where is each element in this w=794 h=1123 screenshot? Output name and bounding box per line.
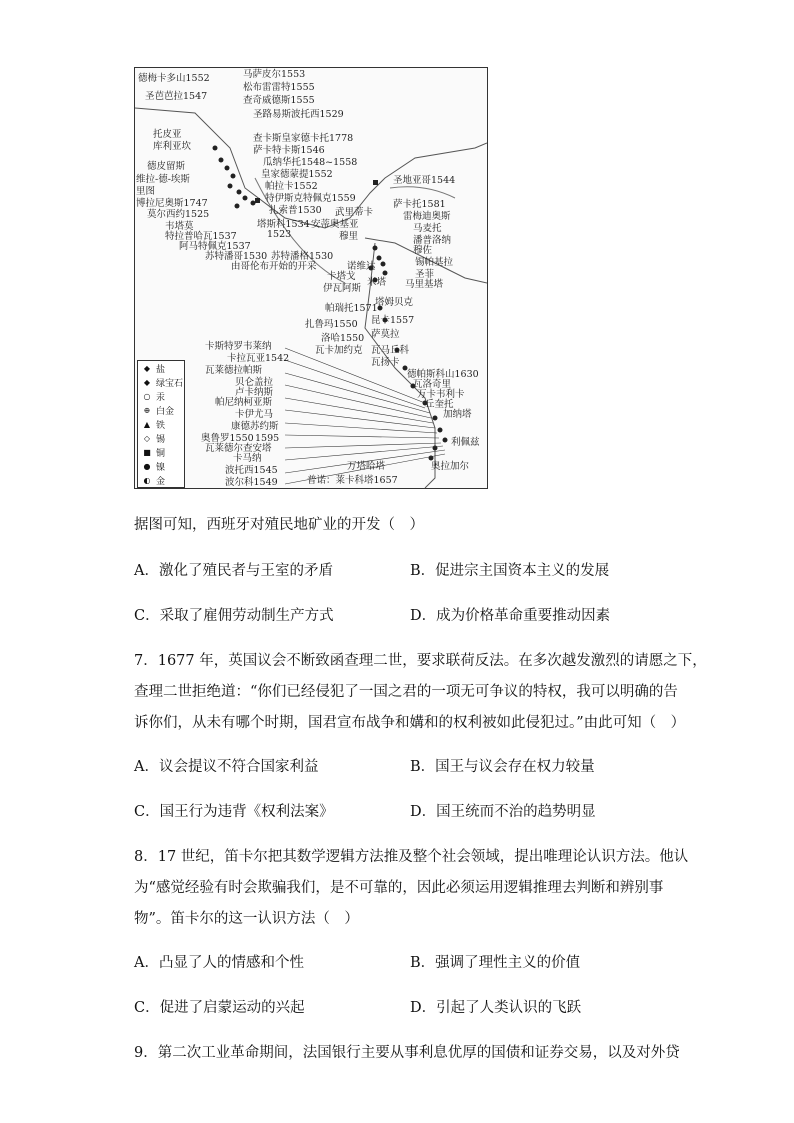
map-label: 利佩兹 — [451, 437, 480, 448]
map-label: 帕拉卡1552 — [265, 181, 318, 192]
map-label: 圣地亚哥1544 — [393, 175, 456, 186]
map-label: 昆卡1557 — [371, 315, 415, 326]
map-label: 松布雷雷特1555 — [243, 82, 315, 93]
map-label: 波托西1545 — [225, 465, 278, 476]
map-label: 由哥伦布开始的开采 — [231, 261, 317, 272]
map-label: 丘奎托 — [425, 399, 454, 410]
map-label: 潘普洛纳 — [413, 235, 452, 246]
legend-item: ◐ 金 — [143, 475, 166, 487]
legend-item: ▲ 铁 — [143, 419, 166, 431]
map-label: 萨莫拉 — [371, 329, 400, 340]
map-label: 德梅卡多山1552 — [138, 73, 210, 84]
map-label: 圣菲 — [415, 269, 435, 280]
map-label: 卢卡纳斯 — [235, 387, 274, 398]
map-label: 帕尼纳柯亚斯 — [215, 397, 273, 408]
map-label: 韦塔莫 — [165, 221, 194, 232]
map-label: 扎索普1530 — [269, 205, 322, 216]
map-label: 圣路易斯波托西1529 — [253, 109, 344, 120]
q9-line: 9．第二次工业革命期间，法国银行主要从事利息优厚的国债和证券交易，以及对外贷 — [134, 1045, 680, 1061]
map-label: 维拉-德-埃斯 — [136, 174, 190, 185]
map-legend — [137, 360, 185, 488]
map-label: 瓦卡加约克 — [315, 345, 363, 356]
q7-option-a[interactable]: A．议会提议不符合国家利益 — [134, 759, 319, 775]
map-label: 特拉普哈瓦1537 — [165, 231, 237, 242]
map-label: 瓦扬卡 — [371, 357, 400, 368]
map-coastline — [135, 68, 487, 488]
map-label: 万卡韦利卡 — [417, 389, 465, 400]
q8-option-b[interactable]: B．强调了理性主义的价值 — [410, 955, 581, 971]
map-label: 马麦托 — [413, 223, 442, 234]
q7-option-d[interactable]: D．国王统而不治的趋势明显 — [410, 804, 596, 820]
map-label: 德皮留斯 — [147, 161, 186, 172]
map-label: 萨卡托1581 — [393, 199, 446, 210]
q6-option-c[interactable]: C．采取了雇佣劳动制生产方式 — [134, 608, 334, 624]
legend-item: ■ 铜 — [143, 447, 166, 459]
mining-map — [134, 67, 488, 489]
map-label: 伊瓦阿斯 — [323, 283, 362, 294]
map-label: 卡伊尤马 — [235, 409, 274, 420]
map-label: 塔斯科1534 — [257, 219, 310, 230]
q8-option-d[interactable]: D．引起了人类认识的飞跃 — [410, 1000, 582, 1016]
legend-item: ○ 汞 — [143, 391, 166, 403]
map-label: 马里基塔 — [405, 279, 444, 290]
q7-option-b[interactable]: B．国王与议会存在权力较量 — [410, 759, 595, 775]
map-label: 瓦莱德尔查安塔 — [205, 443, 272, 454]
legend-item: ◆ 绿宝石 — [143, 377, 184, 389]
map-label: 圣芭芭拉1547 — [145, 91, 208, 102]
map-label: 诺维达 — [347, 261, 376, 272]
map-label: 瓦洛奇里 — [413, 379, 452, 390]
q7-line: 诉你们，从未有哪个时期，国君宣布战争和媾和的权利被如此侵犯过。”由此可知（ ） — [134, 715, 686, 731]
map-label: 博拉尼奥斯1747 — [136, 198, 208, 209]
map-label: 奥拉加尔 — [431, 461, 470, 472]
map-label: 帕瑞托1571 — [325, 303, 378, 314]
map-label: 穆里 — [339, 231, 359, 242]
map-label: 瓦马丘科 — [371, 345, 410, 356]
legend-item: ⊕ 白金 — [143, 405, 175, 417]
map-label: 卡斯特罗韦莱纳 — [205, 341, 272, 352]
map-label: 库利亚坎 — [153, 141, 192, 152]
q8-option-a[interactable]: A．凸显了人的情感和个性 — [134, 955, 304, 971]
q8-line: 物”。笛卡尔的这一认识方法（ ） — [134, 911, 359, 927]
map-label: 康德苏约斯 — [231, 421, 279, 432]
q6-stem: 据图可知，西班牙对殖民地矿业的开发（ ） — [134, 517, 424, 533]
map-label: 瓜纳华托1548~1558 — [263, 157, 358, 168]
q6-option-b[interactable]: B．促进宗主国资本主义的发展 — [410, 563, 610, 579]
map-label: 奥鲁罗1550 — [201, 433, 254, 444]
map-label: 安蒂奥基亚 — [311, 219, 359, 230]
map-label: 德帕斯科山1630 — [407, 369, 479, 380]
map-label: 莫尔西约1525 — [147, 209, 210, 220]
q6-option-d[interactable]: D．成为价格革命重要推动因素 — [410, 608, 611, 624]
map-label: 托皮亚 — [153, 129, 182, 140]
map-label: 里图 — [136, 186, 156, 197]
map-label: 雷梅迪奥斯 — [403, 211, 451, 222]
legend-item: ◇ 锡 — [143, 433, 166, 445]
map-label: 1595 — [255, 433, 280, 444]
q8-line: 为“感觉经验有时会欺骗我们，是不可靠的，因此必须运用逻辑推理去判断和辨别事 — [134, 880, 664, 896]
map-label: 普诺：莱卡科塔1657 — [307, 475, 398, 486]
q7-line: 7．1677 年，英国议会不断致函查理二世，要求联荷反法。在多次越发激烈的请愿之下， — [134, 653, 707, 669]
map-label: 贝仑盖拉 — [235, 377, 274, 388]
q7-option-c[interactable]: C．国王行为违背《权利法案》 — [134, 804, 334, 820]
map-label: 皇家德蒙提1552 — [261, 169, 333, 180]
q6-option-a[interactable]: A．激化了殖民者与王室的矛盾 — [134, 563, 333, 579]
map-label: 苏特潘格1530 — [271, 251, 334, 262]
map-label: 卡塔戈 — [327, 271, 356, 282]
map-label: 卡马纳 — [233, 453, 262, 464]
map-label: 锡帕基拉 — [415, 257, 454, 268]
map-label: 特伊斯克特佩克1559 — [265, 193, 356, 204]
map-label: 米塔 — [367, 277, 387, 288]
q8-option-c[interactable]: C．促进了启蒙运动的兴起 — [134, 1000, 305, 1016]
map-label: 1523 — [267, 229, 292, 240]
legend-item: ◆ 盐 — [143, 363, 166, 375]
map-label: 卡拉瓦亚1542 — [227, 353, 290, 364]
map-label: 马萨皮尔1553 — [243, 69, 306, 80]
map-label: 苏特潘哥1530 — [205, 251, 268, 262]
map-label: 查卡斯皇家德卡托1778 — [253, 133, 354, 144]
map-label: 穆佐 — [413, 245, 433, 256]
map-label: 塔姆贝克 — [375, 297, 414, 308]
map-label: 加纳塔 — [443, 409, 472, 420]
map-label: 波尔科1549 — [225, 477, 278, 488]
map-label: 万塔哈塔 — [347, 461, 386, 472]
map-label: 洛哈1550 — [321, 333, 365, 344]
map-label: 扎鲁玛1550 — [305, 319, 358, 330]
map-label: 萨卡特卡斯1546 — [253, 145, 325, 156]
map-label: 瓦莱德拉帕斯 — [205, 365, 263, 376]
q8-line: 8．17 世纪，笛卡尔把其数学逻辑方法推及整个社会领域，提出唯理论认识方法。他认 — [134, 849, 689, 865]
map-label: 武里蒂卡 — [335, 207, 374, 218]
map-label: 阿马特佩克1537 — [179, 241, 251, 252]
map-label: 查奇威德斯1555 — [243, 95, 315, 106]
legend-item: ● 镍 — [143, 461, 166, 473]
q7-line: 查理二世拒绝道：“你们已经侵犯了一国之君的一项无可争议的特权，我可以明确的告 — [134, 684, 678, 700]
